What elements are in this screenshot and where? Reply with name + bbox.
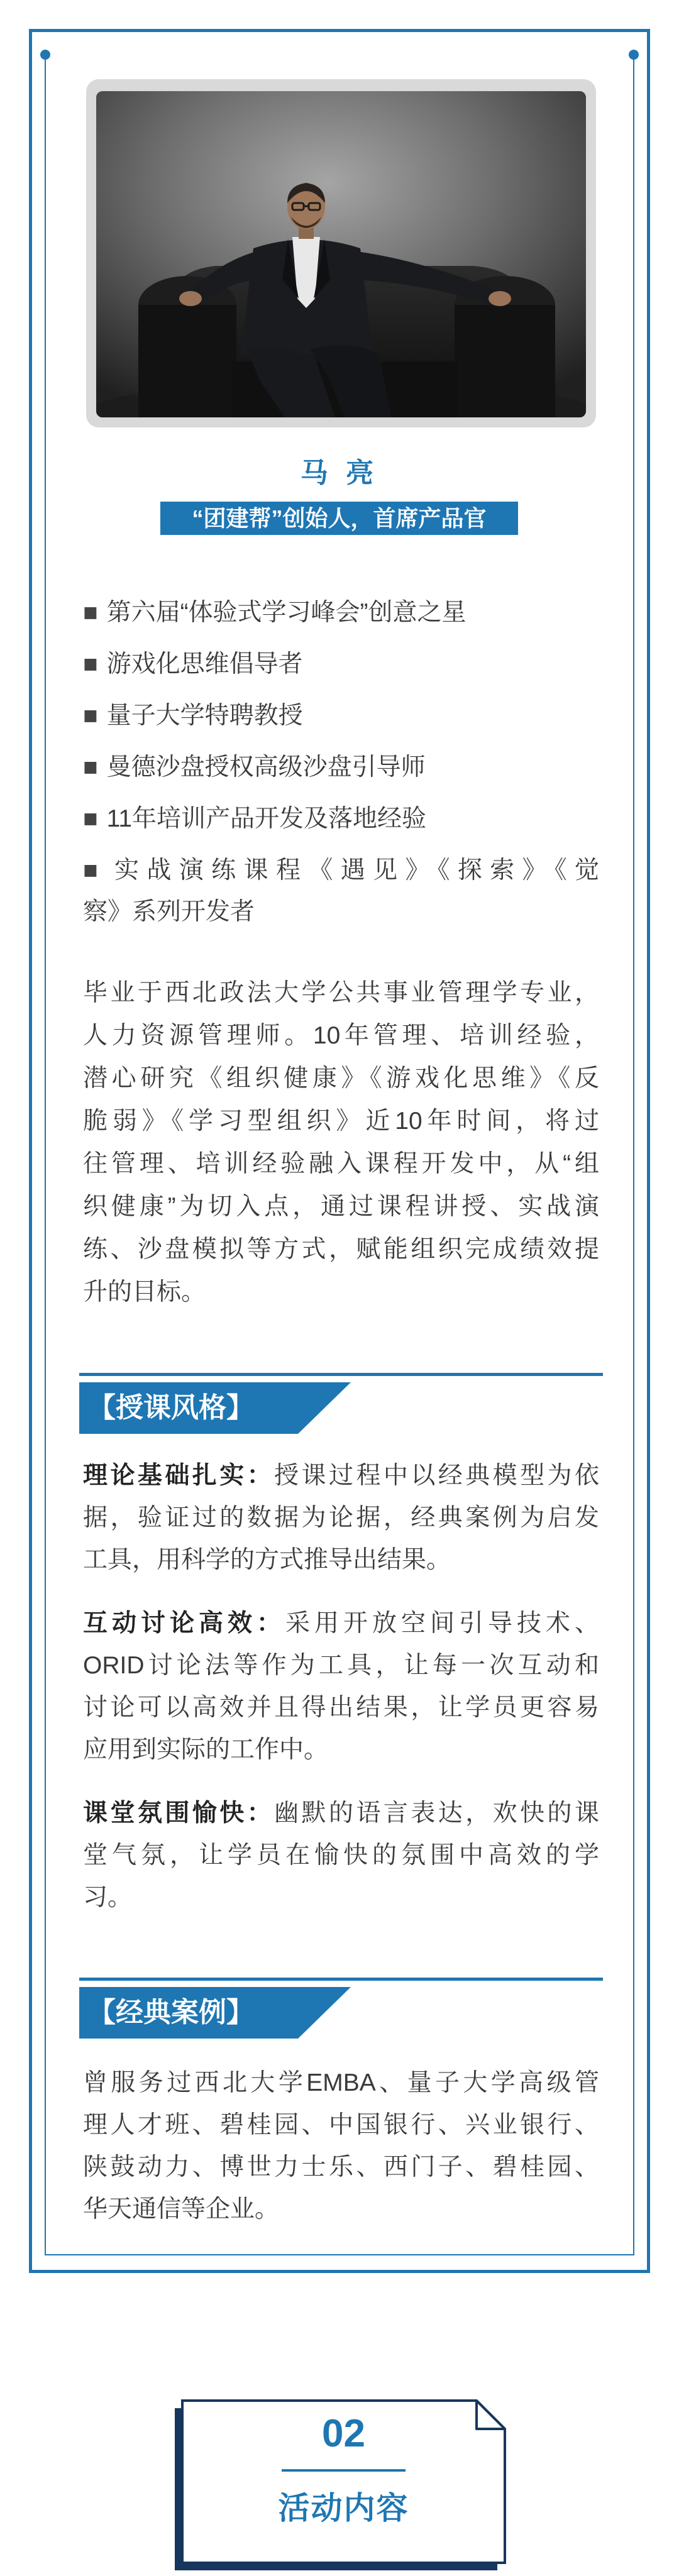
speaker-photo-container	[96, 91, 586, 417]
teaching-style-line	[83, 1792, 599, 1834]
highlight-text: 量子大学特聘教授	[106, 702, 303, 729]
teaching-style-list	[83, 1455, 599, 1940]
speaker-name: 马 亮	[300, 458, 379, 488]
highlight-line	[83, 695, 599, 737]
cases-paragraph	[83, 2062, 599, 2230]
cases-line: 理人才班、碧桂园、中国银行、兴业银行、	[83, 2111, 599, 2138]
highlight-item	[83, 592, 599, 634]
teaching-style-text: ORID讨论法等作为工具，让每一次互动和	[83, 1652, 599, 1679]
teaching-style-line	[83, 1687, 599, 1729]
teaching-style-label: 课堂氛围愉快：	[83, 1800, 275, 1827]
teaching-style-text: 采用开放空间引导技术、	[285, 1610, 599, 1637]
teaching-style-text: 授课过程中以经典模型为依	[274, 1462, 599, 1489]
teaching-style-line	[83, 1602, 599, 1644]
speaker-title-badge: “团建帮”创始人，首席产品官	[160, 502, 518, 535]
highlight-text: 实战演练课程《遇见》《探索》《觉	[114, 857, 599, 884]
teaching-style-line	[83, 1455, 599, 1497]
teaching-style-text: 幽默的语言表达，欢快的课	[274, 1800, 599, 1827]
teaching-style-label: 理论基础扎实：	[83, 1462, 275, 1489]
highlight-item	[83, 695, 599, 737]
highlight-line	[83, 798, 599, 840]
teaching-style-text: 据，验证过的数据为论据，经典案例为启发	[83, 1504, 599, 1531]
teaching-style-label: 互动讨论高效：	[83, 1610, 285, 1637]
corner-dot-left	[40, 50, 50, 60]
highlight-text: 11年培训产品开发及落地经验	[106, 805, 427, 832]
bullet-square-icon: ■	[83, 599, 98, 626]
highlight-text: 曼德沙盘授权高级沙盘引导师	[106, 754, 426, 781]
highlight-line	[83, 850, 599, 891]
highlight-item	[83, 850, 599, 933]
bullet-square-icon: ■	[83, 702, 98, 729]
section-number: 02	[322, 2412, 365, 2455]
bio-line: 织健康”为切入点，通过课程讲授、实战演	[83, 1193, 599, 1220]
section-heading-teaching-style: 【授课风格】	[88, 1392, 254, 1423]
cases-line: 曾服务过西北大学EMBA、量子大学高级管	[83, 2069, 599, 2096]
teaching-style-text: 堂气氛，让学员在愉快的氛围中高效的学	[83, 1842, 599, 1869]
highlight-text: 察》系列开发者	[83, 898, 255, 925]
speaker-photo	[96, 91, 586, 417]
bullet-square-icon: ■	[83, 857, 106, 884]
cases-line: 陕鼓动力、博世力士乐、西门子、碧桂园、	[83, 2154, 599, 2181]
bullet-square-icon: ■	[83, 651, 98, 678]
teaching-style-text: 工具，用科学的方式推导出结果。	[83, 1546, 451, 1573]
teaching-style-text: 讨论可以高效并且得出结果，让学员更容易	[83, 1694, 599, 1721]
bio-line: 升的目标。	[83, 1279, 206, 1306]
teaching-style-line	[83, 1876, 599, 1918]
teaching-style-text: 应用到实际的工作中。	[83, 1736, 329, 1763]
section-heading-cases: 【经典案例】	[88, 1997, 254, 2028]
section-rule-cases	[79, 1978, 603, 1981]
teaching-style-text: 习。	[83, 1884, 133, 1911]
teaching-style-line	[83, 1539, 599, 1581]
teaching-style-line	[83, 1834, 599, 1876]
teaching-style-item	[83, 1792, 599, 1918]
bio-line: 毕业于西北政法大学公共事业管理学专业，	[83, 979, 599, 1006]
bullet-square-icon: ■	[83, 805, 98, 832]
corner-dot-right	[629, 50, 639, 60]
bio-line: 往管理、培训经验融入课程开发中，从“组	[83, 1150, 599, 1177]
highlight-text: 第六届“体验式学习峰会”创意之星	[106, 599, 466, 626]
bullet-square-icon: ■	[83, 754, 98, 781]
highlight-line	[83, 644, 599, 685]
highlight-line	[83, 747, 599, 788]
cases-line: 华天通信等企业。	[83, 2196, 280, 2223]
teaching-style-line	[83, 1497, 599, 1539]
bio-line: 脆弱》《学习型组织》近10年时间，将过	[83, 1108, 599, 1135]
highlights-list	[83, 592, 599, 943]
section-rule-teaching-style	[79, 1373, 603, 1376]
bio-line: 练、沙盘模拟等方式，赋能组织完成绩效提	[83, 1236, 599, 1263]
bio-line: 潜心研究《组织健康》《游戏化思维》《反	[83, 1065, 599, 1092]
highlight-line	[83, 891, 599, 933]
teaching-style-item	[83, 1455, 599, 1581]
bio-line: 人力资源管理师。10年管理、培训经验，	[83, 1022, 599, 1049]
highlight-item	[83, 644, 599, 685]
highlight-text: 游戏化思维倡导者	[106, 651, 303, 678]
section-title: 活动内容	[278, 2491, 409, 2526]
highlight-item	[83, 747, 599, 788]
bio-paragraph	[83, 972, 599, 1314]
teaching-style-item	[83, 1602, 599, 1771]
section-number-underline	[282, 2469, 406, 2472]
teaching-style-line	[83, 1644, 599, 1687]
highlight-line	[83, 592, 599, 634]
highlight-item	[83, 798, 599, 840]
teaching-style-line	[83, 1729, 599, 1771]
